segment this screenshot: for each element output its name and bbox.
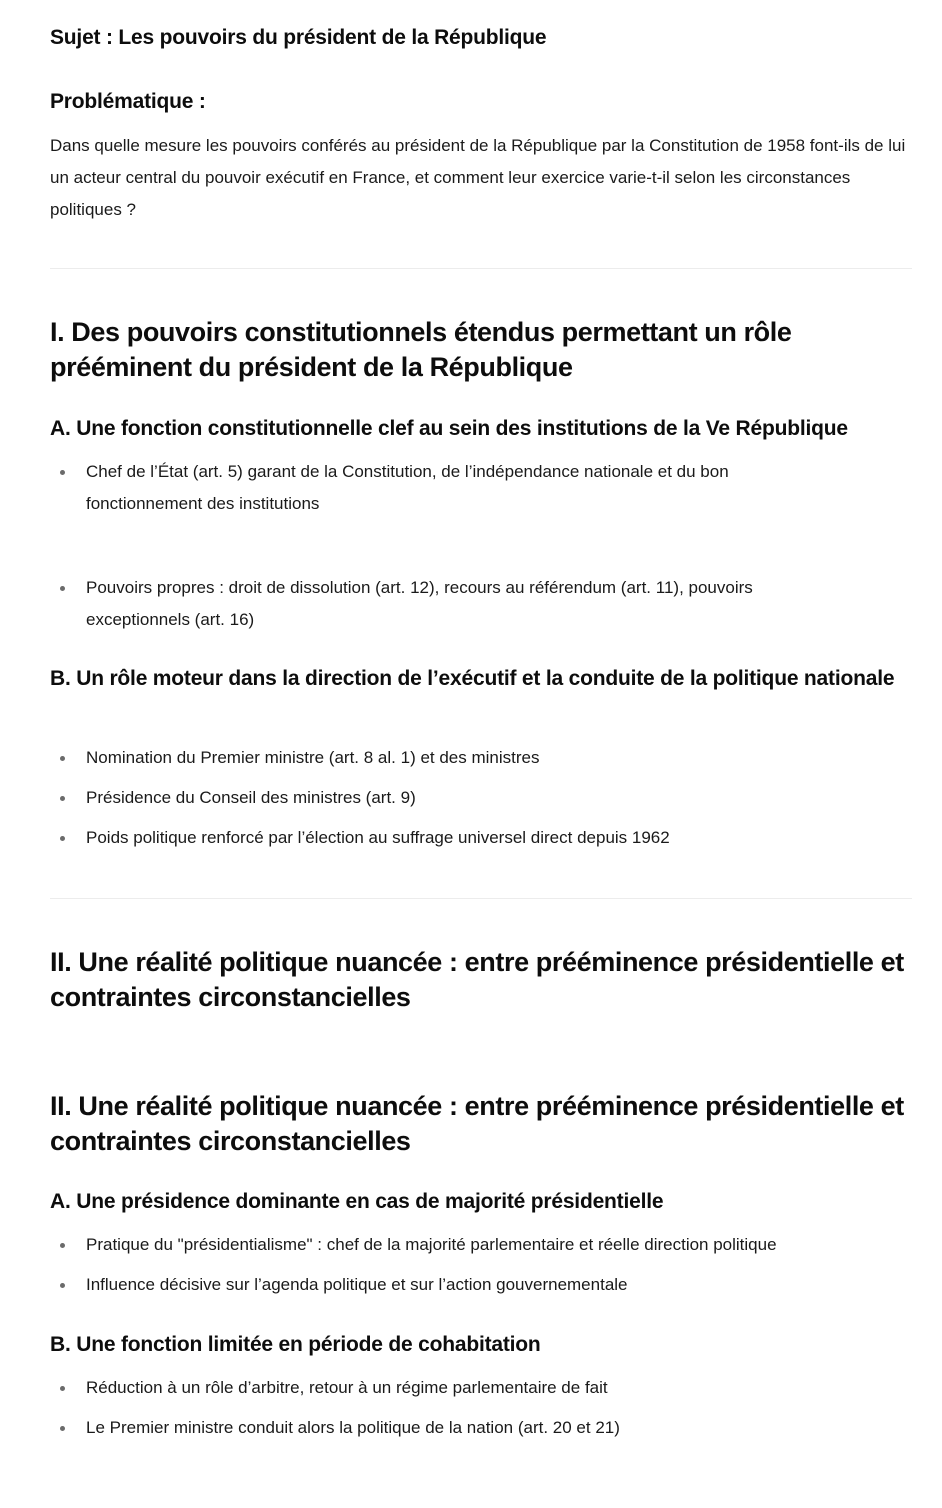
list-item: [50, 1412, 912, 1444]
list-item: [50, 1269, 912, 1301]
part2-title: II. Une réalité politique nuancée : entre prééminence présidentielle et contraintes circonstancielles: [50, 947, 904, 1012]
list-item: [50, 782, 912, 814]
part2-sectionA-title: A. Une présidence dominante en cas de majorité présidentielle: [50, 1190, 664, 1213]
list-item-text: Influence décisive sur l’agenda politique et sur l’action gouvernementale: [86, 1275, 628, 1294]
bullet-dot: [60, 470, 65, 475]
list-item-text: Nomination du Premier ministre (art. 8 al. 1) et des ministres: [86, 748, 540, 767]
bullet-dot: [60, 756, 65, 761]
bullet-dot: [60, 796, 65, 801]
subject-heading: Sujet : Les pouvoirs du président de la République: [50, 26, 547, 49]
part1-sectionB-title: B. Un rôle moteur dans la direction de l’exécutif et la conduite de la politique nationale: [50, 667, 895, 690]
list-item-text: Chef de l’État (art. 5) garant de la Constitution, de l’indépendance nationale et du bon fonctionnement des institutions: [86, 462, 729, 513]
list-item: [50, 1372, 912, 1404]
part1-sectionA-title: A. Une fonction constitutionnelle clef au sein des institutions de la Ve République: [50, 417, 848, 440]
bullet-dot: [60, 586, 65, 591]
section-divider: [50, 898, 912, 899]
list-item: [50, 1229, 912, 1261]
list-item: [50, 572, 912, 636]
list-item: [50, 456, 912, 520]
list-item: [50, 742, 912, 774]
bullet-dot: [60, 836, 65, 841]
bullet-dot: [60, 1426, 65, 1431]
list-item-text: Pouvoirs propres : droit de dissolution (art. 12), recours au référendum (art. 11), pouvoirs exceptionnels (art. 16): [86, 578, 753, 629]
bullet-dot: [60, 1243, 65, 1248]
part1-title: I. Des pouvoirs constitutionnels étendus permettant un rôle prééminent du président de la République: [50, 317, 792, 382]
list-item-text: Réduction à un rôle d’arbitre, retour à un régime parlementaire de fait: [86, 1378, 608, 1397]
list-item-text: Le Premier ministre conduit alors la politique de la nation (art. 20 et 21): [86, 1418, 620, 1437]
list-item-text: Pratique du "présidentialisme" : chef de la majorité parlementaire et réelle direction politique: [86, 1235, 777, 1254]
list-item-text: Poids politique renforcé par l’élection au suffrage universel direct depuis 1962: [86, 828, 670, 847]
list-item-text: Présidence du Conseil des ministres (art. 9): [86, 788, 416, 807]
bullet-dot: [60, 1386, 65, 1391]
section-divider: [50, 268, 912, 269]
list-item: [50, 822, 912, 854]
part2-title-repeat: II. Une réalité politique nuancée : entre prééminence présidentielle et contraintes circonstancielles: [50, 1091, 904, 1156]
problematique-heading: Problématique :: [50, 90, 206, 113]
problematique-text: Dans quelle mesure les pouvoirs conférés au président de la République par la Constitution de 1958 font-ils de lui un acteur central du pouvoir exécutif en France, et comment leur exercice varie-t-il selon les circonstances politiques ?: [50, 136, 906, 219]
bullet-dot: [60, 1283, 65, 1288]
part2-sectionB-title: B. Une fonction limitée en période de cohabitation: [50, 1333, 541, 1356]
